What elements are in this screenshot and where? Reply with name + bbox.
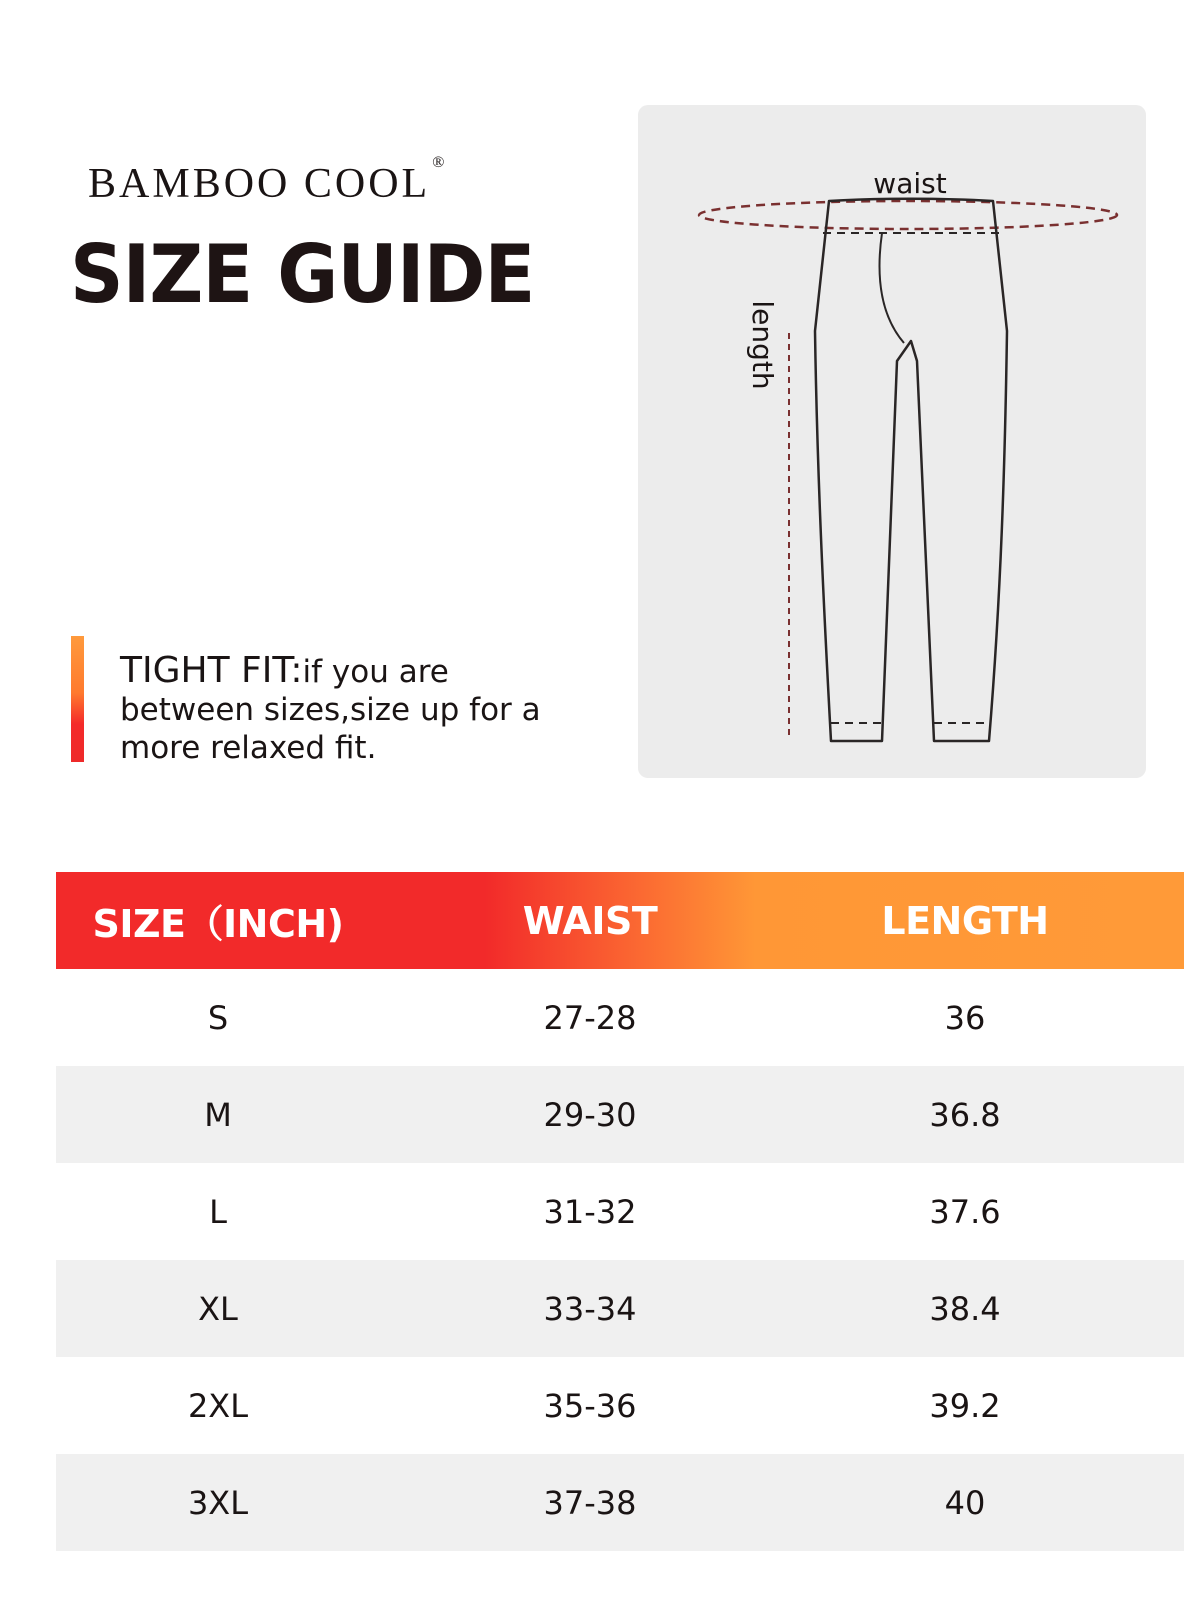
header-waist: WAIST [522, 898, 658, 943]
table-row [56, 1357, 1184, 1454]
cell-size: S [207, 998, 229, 1037]
cell-waist: 31-32 [543, 1192, 637, 1231]
page-title: SIZE GUIDE [70, 228, 535, 321]
fit-accent-bar [71, 636, 84, 762]
table-row [56, 1260, 1184, 1357]
cell-length: 40 [944, 1483, 986, 1522]
pants-illustration [638, 105, 1146, 778]
cell-length: 36 [944, 998, 986, 1037]
cell-size: M [204, 1095, 232, 1134]
table-row [56, 1066, 1184, 1163]
cell-length: 37.6 [929, 1192, 1001, 1231]
table-body [56, 969, 1184, 1551]
size-table [56, 872, 1184, 1551]
waist-label: waist [873, 167, 947, 200]
cell-length: 39.2 [929, 1386, 1001, 1425]
cell-size: L [209, 1192, 227, 1231]
cell-size: XL [198, 1289, 238, 1328]
header-size: SIZE（INCH) [92, 902, 344, 946]
fit-note [120, 652, 560, 767]
length-label: length [746, 300, 779, 390]
cell-waist: 33-34 [543, 1289, 637, 1328]
cell-waist: 27-28 [543, 998, 637, 1037]
cell-length: 36.8 [929, 1095, 1001, 1134]
fit-note-text: if you are between sizes,size up for a more relaxed fit. [120, 654, 541, 766]
table-row [56, 969, 1184, 1066]
pants-outline [815, 199, 1007, 741]
waist-measure-line [699, 201, 1117, 229]
cell-waist: 29-30 [543, 1095, 637, 1134]
cell-length: 38.4 [929, 1289, 1001, 1328]
brand-logo [88, 154, 448, 208]
brand-name: BAMBOO COOL [88, 161, 431, 207]
cell-size: 2XL [187, 1386, 249, 1425]
fit-note-lead: TIGHT FIT: [120, 650, 303, 691]
registered-mark: ® [432, 154, 448, 171]
header-length: LENGTH [881, 898, 1049, 943]
table-row [56, 1454, 1184, 1551]
pants-diagram [638, 105, 1146, 778]
cell-waist: 37-38 [543, 1483, 637, 1522]
cell-waist: 35-36 [543, 1386, 637, 1425]
table-header [56, 872, 1184, 969]
cell-size: 3XL [187, 1483, 249, 1522]
table-row [56, 1163, 1184, 1260]
